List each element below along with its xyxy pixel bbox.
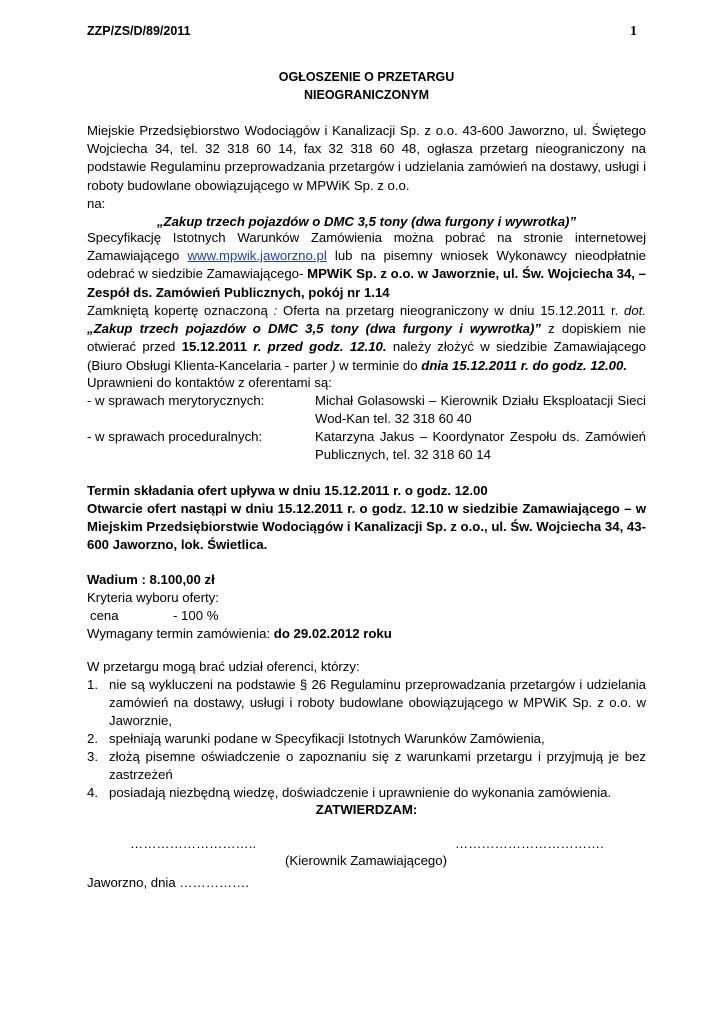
contact-proc-person: Katarzyna Jakus – Koordynator Zespołu ds. Zamówień Publicznych, tel. 32 318 60 14 — [315, 429, 646, 463]
contact-merit-label: - w sprawach merytorycznych: — [87, 393, 265, 408]
specification-paragraph — [87, 229, 646, 302]
condition-number: 2. — [87, 731, 98, 746]
page-number: 1 — [630, 24, 637, 39]
envelope-text-1: Zamkniętą kopertę oznaczoną — [87, 303, 274, 318]
condition-text: spełniają warunki podane w Specyfikacji Istotnych Warunków Zamówienia, — [109, 731, 545, 746]
criteria-label: Kryteria wyboru oferty: — [87, 590, 219, 605]
title-line-1: OGŁOSZENIE O PRZETARGU — [278, 70, 455, 84]
condition-number: 4. — [87, 785, 98, 800]
intro-na: na: — [87, 195, 106, 211]
approver-role: (Kierownik Zamawiającego) — [285, 853, 447, 868]
spec-text-1: Specyfikację Istotnych Warunków Zamówienia można pobrać na stronie internetowej Zamawiającego — [87, 230, 646, 264]
envelope-paragraph — [87, 302, 646, 375]
envelope-text-2: Oferta na przetarg nieograniczony w dniu 15.12.2011 r. — [282, 303, 625, 318]
signature-dots-left: ……………………….. — [130, 836, 257, 851]
signature-dots-right: ……………………………. — [455, 836, 604, 851]
envelope-time: r. przed godz. 12.10. — [246, 339, 387, 355]
envelope-date: 15.12.2011 — [181, 339, 247, 355]
contact-merit-person: Michał Golasowski – Kierownik Działu Eksploatacji Sieci Wod-Kan tel. 32 318 60 40 — [315, 393, 646, 427]
conditions-intro: W przetargu mogą brać udział oferenci, którzy: — [87, 659, 360, 674]
condition-text: złożą pisemne oświadczenie o zapoznaniu się z warunkami przetargu i przyjmują je bez zastrzeżeń — [109, 749, 646, 783]
price-value: - 100 % — [173, 608, 219, 623]
submission-term: Termin składania ofert upływa w dniu 15.12.2011 r. o godz. 12.00 — [87, 483, 488, 498]
envelope-paren: ) — [331, 357, 336, 373]
title-line-2: NIEOGRANICZONYM — [304, 88, 429, 102]
intro-text: Miejskie Przedsiębiorstwo Wodociągów i Kanalizacji Sp. z o.o. 43-600 Jaworzno, ul. Świętego Wojciecha 34, tel. 32 318 60 14, fax 32 318 60 48, ogłasza przetarg nieograniczony na podstawie Regulaminu przeprowadzania przetargów i udzielania zamówień na dostawy, usługi i roboty budowlane obowiązującego w MPWiK Sp. z o.o. — [87, 123, 646, 193]
envelope-deadline: dnia 15.12.2011 r. do godz. 12.00. — [421, 357, 627, 373]
envelope-text-4: należy złożyć w siedzibie Zamawiającego (Biuro Obsługi Klienta-Kancelaria - parter — [87, 339, 647, 373]
order-term-value: do 29.02.2012 roku — [273, 626, 392, 641]
price-label: cena — [90, 608, 119, 623]
spec-address: MPWiK Sp. z o.o. w Jaworznie, ul. Św. Wojciecha 34, – Zespół ds. Zamówień Publicznych, pokój nr 1.14 — [87, 266, 646, 300]
envelope-text-3: z dopiskiem nie otwierać przed — [87, 321, 646, 355]
place-date: Jaworzno, dnia ……………. — [87, 875, 249, 890]
condition-text: posiadają niezbędną wiedzę, doświadczenie i uprawnienie do wykonania zamówienia. — [109, 785, 612, 800]
contact-proc-label: - w sprawach proceduralnych: — [87, 429, 263, 444]
wadium: Wadium : 8.100,00 zł — [87, 572, 215, 587]
envelope-subject: „Zakup trzech pojazdów o DMC 3,5 tony (dwa furgony i wywrotka)” — [87, 321, 541, 337]
tender-subject: „Zakup trzech pojazdów o DMC 3,5 tony (dwa furgony i wywrotka)” — [156, 214, 577, 230]
document-reference: ZZP/ZS/D/89/2011 — [87, 24, 191, 38]
website-link[interactable]: www.mpwik.jaworzno.pl — [187, 248, 327, 264]
envelope-colon: : — [273, 303, 283, 318]
opening-term: Otwarcie ofert nastąpi w dniu 15.12.2011 r. o godz. 12.10 w siedzibie Zamawiającego – w Miejskim Przedsiębiorstwie Wodociągów i Kanalizacji Sp. z o.o., ul. Św. Wojciecha 34, 43-600 Jaworzno, lok. Świetlica. — [87, 501, 646, 553]
condition-number: 3. — [87, 749, 98, 764]
approval-label: ZATWIERDZAM: — [315, 802, 418, 817]
contacts-intro: Uprawnieni do kontaktów z oferentami są: — [87, 375, 332, 390]
order-term-label: Wymagany termin zamówienia: — [87, 626, 274, 641]
condition-number: 1. — [87, 677, 98, 692]
order-term — [87, 625, 646, 643]
intro-paragraph — [87, 122, 646, 231]
envelope-text-5: w terminie do — [335, 357, 422, 373]
condition-text: nie są wykluczeni na podstawie § 26 Regulaminu przeprowadzania przetargów i udzielania zamówień na dostawy, usługi i roboty budowlane obowiązującego w MPWiK Sp. z o.o. w Jaworznie, — [109, 677, 646, 729]
envelope-dot: dot. — [624, 303, 647, 318]
spec-text-2: lub na pisemny wniosek Wykonawcy nieodpłatnie odebrać w siedzibie Zamawiającego- — [87, 248, 647, 282]
